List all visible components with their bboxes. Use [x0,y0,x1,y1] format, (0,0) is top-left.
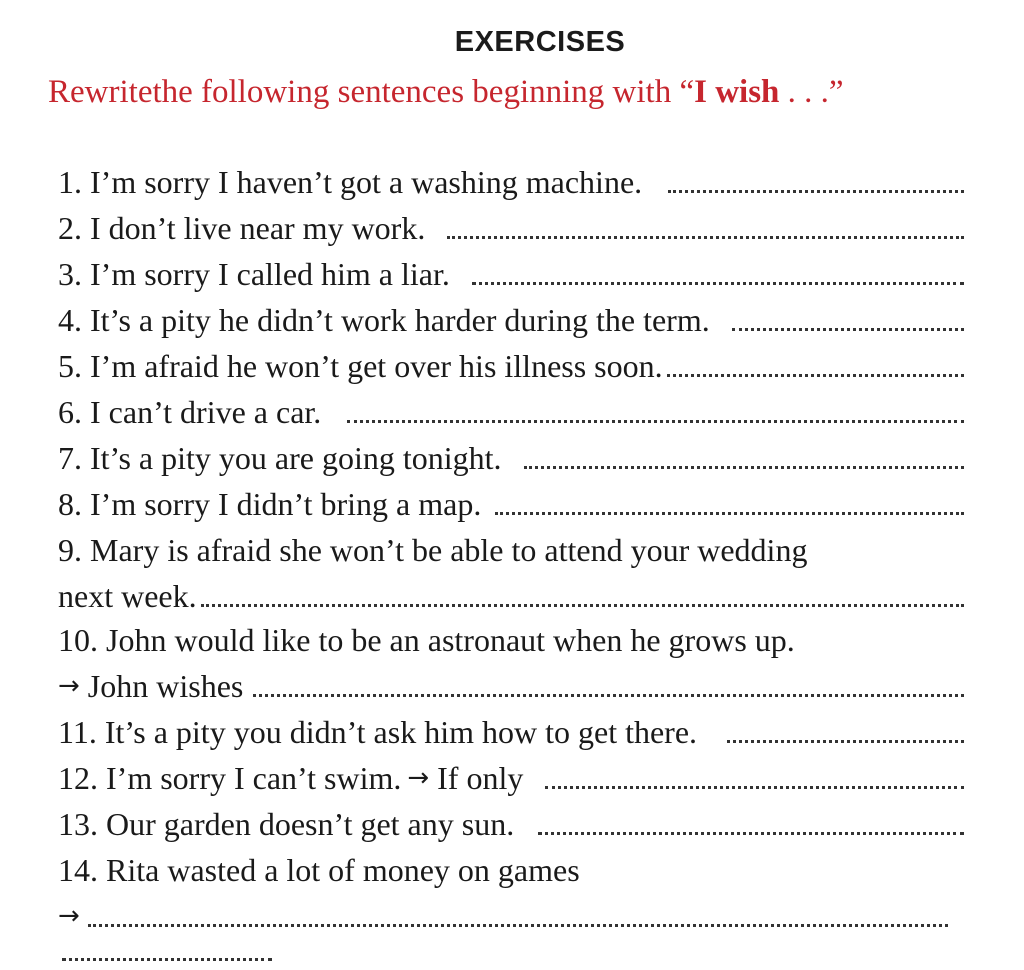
exercise-10-prompt-text: John wishes [87,668,244,704]
exercise-8-text: 8. I’m sorry I didn’t bring a map. [58,486,482,522]
exercise-11-text: 11. It’s a pity you didn’t ask him how to get there. [58,714,698,750]
exercise-3-text: 3. I’m sorry I called him a liar. [58,256,450,292]
exercise-9-text-continued: next week. [58,578,197,614]
exercise-13-text: 13. Our garden doesn’t get any sun. [58,806,515,842]
exercise-12-text: 12. I’m sorry I can’t swim. [58,760,402,796]
answer-blank-10[interactable] [253,694,964,697]
exercise-1-text: 1. I’m sorry I haven’t got a washing machine. [58,164,643,200]
exercise-1 [58,162,964,202]
exercise-3 [58,254,964,294]
exercise-13 [58,804,964,844]
exercise-10 [58,620,964,660]
answer-blank-continuation[interactable] [62,958,272,961]
exercise-12-prompt: If only [437,760,524,796]
answer-blank-3[interactable] [472,282,964,285]
answer-blank-9[interactable] [201,604,964,607]
arrow-icon: → [407,763,430,793]
exercise-9 [58,530,964,570]
answer-blank-1[interactable] [668,190,964,193]
exercise-11 [58,712,964,752]
answer-blank-14[interactable] [88,924,948,927]
exercise-9-continued [58,576,964,616]
exercise-5-text: 5. I’m afraid he won’t get over his illness soon. [58,348,663,384]
answer-blank-2[interactable] [447,236,964,239]
exercise-7 [58,438,964,478]
arrow-icon: → [58,671,80,701]
answer-blank-12[interactable] [545,786,964,789]
exercise-14-text: 14. Rita wasted a lot of money on games [58,852,580,888]
instruction-bold: I wish [694,74,780,110]
instruction-prefix: Rewritethe following sentences beginning with “ [48,74,695,110]
exercise-8 [58,484,964,524]
exercise-2 [58,208,964,248]
instruction-text [48,74,844,111]
exercise-9-text: 9. Mary is afraid she won’t be able to attend your wedding [58,532,808,568]
answer-blank-8[interactable] [495,512,964,515]
exercise-4 [58,300,964,340]
exercise-12 [58,758,964,798]
exercise-6 [58,392,964,432]
exercise-7-text: 7. It’s a pity you are going tonight. [58,440,502,476]
exercises-heading: EXERCISES [454,26,626,58]
exercise-6-text: 6. I can’t drive a car. [58,394,322,430]
exercise-4-text: 4. It’s a pity he didn’t work harder during the term. [58,302,710,338]
answer-blank-7[interactable] [524,466,965,469]
exercise-5 [58,346,964,386]
exercise-14 [58,850,964,890]
answer-blank-5[interactable] [667,374,964,377]
answer-blank-6[interactable] [347,420,964,423]
answer-blank-13[interactable] [538,832,964,835]
exercise-10-prompt [58,666,964,706]
exercise-10-text: 10. John would like to be an astronaut when he grows up. [58,622,795,658]
exercise-14-prompt [58,896,948,936]
arrow-icon: → [58,901,80,931]
exercise-2-text: 2. I don’t live near my work. [58,210,426,246]
instruction-suffix: . . .” [779,74,844,110]
answer-blank-4[interactable] [732,328,964,331]
answer-blank-11[interactable] [727,740,964,743]
